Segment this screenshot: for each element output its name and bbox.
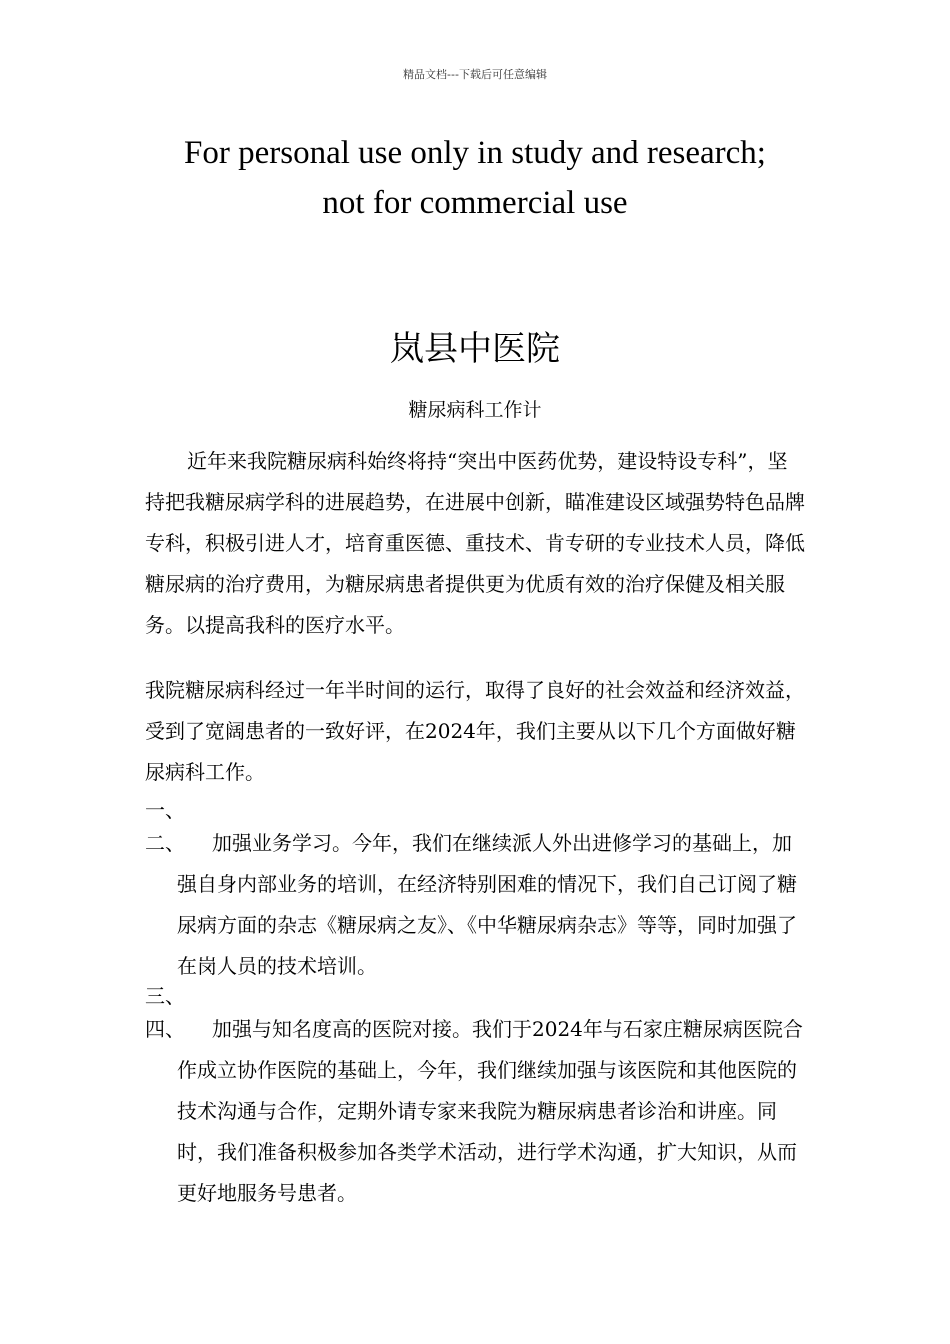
list-item-text: 加强业务学习。今年，我们在继续派人外出进修学习的基础上，加强自身内部业务的培训，在经济特别困难的情况下，我们自己订阅了糖尿病方面的杂志《糖尿病之友》、《中华糖尿病杂志》等等，同时加强了在岗人员的技术培训。 [177, 831, 797, 978]
disclaimer [0, 128, 950, 228]
list-marker: 四、 [145, 1017, 185, 1041]
paragraph-intro: 近年来我院糖尿病科始终将持“突出中医药优势，建设特设专科”，坚持把我糖尿病学科的进展趋势，在进展中创新，瞄准建设区域强势特色品牌专科，积极引进人才，培育重医德、重技术、肯专研的专业技术人员，降低糖尿病的治疗费用，为糖尿病患者提供更为优质有效的治疗保健及相关服务。以提高我科的医疗水平。 [145, 449, 805, 637]
list-section-1 [145, 797, 807, 987]
list-item-text: 加强与知名度高的医院对接。我们于2024年与石家庄糖尿病医院合作成立协作医院的基础上，今年，我们继续加强与该医院和其他医院的技术沟通与合作，定期外请专家来我院为糖尿病患者诊治和讲座。同时，我们准备积极参加各类学术活动，进行学术沟通，扩大知识，从而更好地服务号患者。 [177, 1017, 803, 1205]
list-item [145, 823, 807, 987]
document-title: 岚县中医院 [390, 329, 560, 369]
list-marker-empty: 三、 [145, 984, 185, 1008]
header-note: 精品文档---下载后可任意编辑 [403, 68, 547, 81]
list-marker: 二、 [145, 831, 185, 855]
list-marker-empty: 一、 [145, 798, 185, 822]
paragraph-summary: 我院糖尿病科经过一年半时间的运行，取得了良好的社会效益和经济效益，受到了宽阔患者的一致好评，在2024年，我们主要从以下几个方面做好糖尿病科工作。 [145, 678, 805, 784]
document-subtitle: 糖尿病科工作计 [408, 399, 542, 421]
disclaimer-line-2: not for commercial use [322, 185, 628, 221]
list-section-2 [145, 983, 807, 1214]
list-item [145, 1009, 807, 1214]
disclaimer-line-1: For personal use only in study and research; [184, 135, 766, 171]
